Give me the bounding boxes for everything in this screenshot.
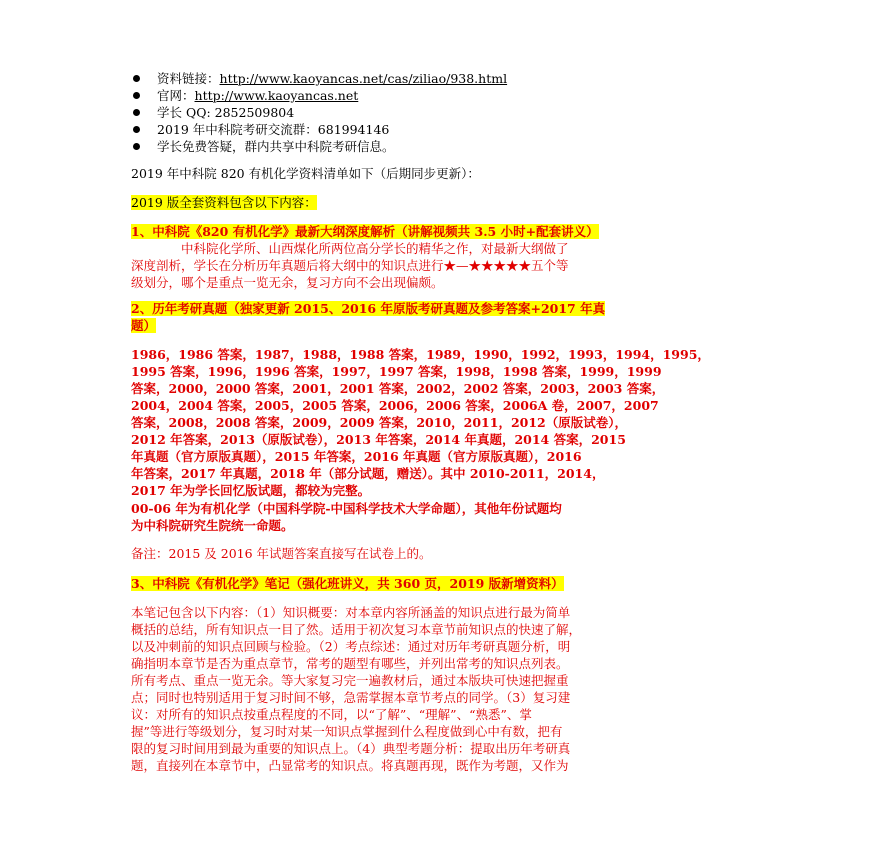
- website-link[interactable]: http://www.kaoyancas.net: [194, 88, 359, 103]
- year-list-line: 答案，2008，2008 答案，2009，2009 答案，2010，2011，2012（原版试卷），: [131, 415, 627, 430]
- year-list-line: 1986，1986 答案，1987，1988，1988 答案，1989，1990，1992，1993，1994，1995，: [131, 347, 710, 362]
- bullet-item-link: [133, 70, 753, 87]
- section2-note: [131, 500, 741, 534]
- note-line: 为中科院研究生院统一命题。: [131, 518, 294, 533]
- highlighted-heading: 2019 版全套资料包含以下内容：: [131, 195, 317, 210]
- bullet-label: 官网：: [157, 88, 195, 103]
- section2-year-list: [131, 346, 741, 499]
- bullet-item-website: [133, 87, 753, 104]
- year-list-line: 1995 答案，1996，1996 答案，1997，1997 答案，1998，1998 答案，1999，1999: [131, 364, 662, 379]
- section3-line: 握”等进行等级划分，复习时对某一知识点掌握到什么程度做到心中有数，把有: [131, 724, 563, 739]
- bullet-dot-icon: [133, 126, 140, 133]
- bullet-label: 资料链接：: [157, 71, 220, 86]
- year-list-line: 2004，2004 答案，2005，2005 答案，2006，2006 答案，2006A 卷，2007，2007: [131, 398, 659, 413]
- bullet-label: 学长 QQ: 2852509804: [157, 105, 295, 120]
- section3-line: 题，直接列在本章节中，凸显常考的知识点。将真题再现，既作为考题，又作为: [131, 758, 569, 773]
- section3-title: [131, 575, 564, 592]
- bullet-label: 2019 年中科院考研交流群：681994146: [157, 122, 390, 137]
- section2-title-line: 2、历年考研真题（独家更新 2015、2016 年原版考研真题及参考答案+2017 年真: [131, 301, 606, 316]
- year-list-line: 2017 年为学长回忆版试题，都较为完整。: [131, 483, 371, 498]
- bullet-dot-icon: [133, 92, 140, 99]
- section2-title: [131, 300, 741, 334]
- section1-line: 级划分，哪个是重点一览无余，复习方向不会出现偏颇。: [131, 275, 444, 290]
- section1-line: 中科院化学所、山西煤化所两位高分学长的精华之作，对最新大纲做了: [131, 241, 569, 256]
- section3-line: 所有考点、重点一览无余。等大家复习完一遍教材后，通过本版块可快速把握重: [131, 673, 569, 688]
- year-list-line: 2012 年答案，2013（原版试卷），2013 年答案，2014 年真题，2014 答案，2015: [131, 432, 626, 447]
- section3-body: [131, 604, 741, 774]
- section3-line: 确指明本章节是否为重点章节，常考的题型有哪些，并列出常考的知识点列表。: [131, 656, 569, 671]
- section3-line: 本笔记包含以下内容：（1）知识概要：对本章内容所涵盖的知识点进行最为简单: [131, 605, 571, 620]
- bullet-dot-icon: [133, 75, 140, 82]
- section3-line: 点；同时也特别适用于复习时间不够，急需掌握本章节考点的同学。（3）复习建: [131, 690, 571, 705]
- bullet-dot-icon: [133, 143, 140, 150]
- section2-title-line: 题）: [131, 318, 157, 333]
- heading-all-contents: [131, 194, 317, 211]
- section1-body: [131, 240, 741, 291]
- bullet-item-group: [133, 121, 753, 138]
- intro-text: 2019 年中科院 820 有机化学资料清单如下（后期同步更新）：: [131, 166, 480, 181]
- section3-title-text: 3、中科院《有机化学》笔记（强化班讲义，共 360 页，2019 版新增资料）: [131, 576, 564, 591]
- bullet-label: 学长免费答疑，群内共享中科院考研信息。: [157, 139, 395, 154]
- section2-remark: 备注：2015 及 2016 年试题答案直接写在试卷上的。: [131, 546, 432, 561]
- section1-title: [131, 223, 599, 240]
- bullet-item-qq: [133, 104, 753, 121]
- bullet-dot-icon: [133, 109, 140, 116]
- note-line: 00-06 年为有机化学（中国科学院-中国科学技术大学命题），其他年份试题均: [131, 501, 562, 516]
- section3-line: 以及冲刺前的知识点回顾与检验。（2）考点综述：通过对历年考研真题分析，明: [131, 639, 571, 654]
- contact-bullet-list: [133, 70, 753, 155]
- section3-line: 概括的总结，所有知识点一目了然。适用于初次复习本章节前知识点的快速了解，: [131, 622, 582, 637]
- section1-line: 深度剖析，学长在分析历年真题后将大纲中的知识点进行★—★★★★★五个等: [131, 258, 569, 273]
- year-list-line: 年答案，2017 年真题，2018 年（部分试题，赠送）。其中 2010-2011，2014，: [131, 466, 605, 481]
- resource-link[interactable]: http://www.kaoyancas.net/cas/ziliao/938.html: [219, 71, 508, 86]
- section3-line: 议：对所有的知识点按重点程度的不同，以“了解”、“理解”、“熟悉”、掌: [131, 707, 532, 722]
- year-list-line: 答案，2000，2000 答案，2001，2001 答案，2002，2002 答案，2003，2003 答案，: [131, 381, 665, 396]
- year-list-line: 年真题（官方原版真题），2015 年答案，2016 年真题（官方原版真题），2016: [131, 449, 582, 464]
- section3-line: 限的复习时间用到最为重要的知识点上。（4）典型考题分析：提取出历年考研真: [131, 741, 571, 756]
- section1-title-text: 1、中科院《820 有机化学》最新大纲深度解析（讲解视频共 3.5 小时+配套讲义）: [131, 224, 599, 239]
- bullet-item-qa: [133, 138, 753, 155]
